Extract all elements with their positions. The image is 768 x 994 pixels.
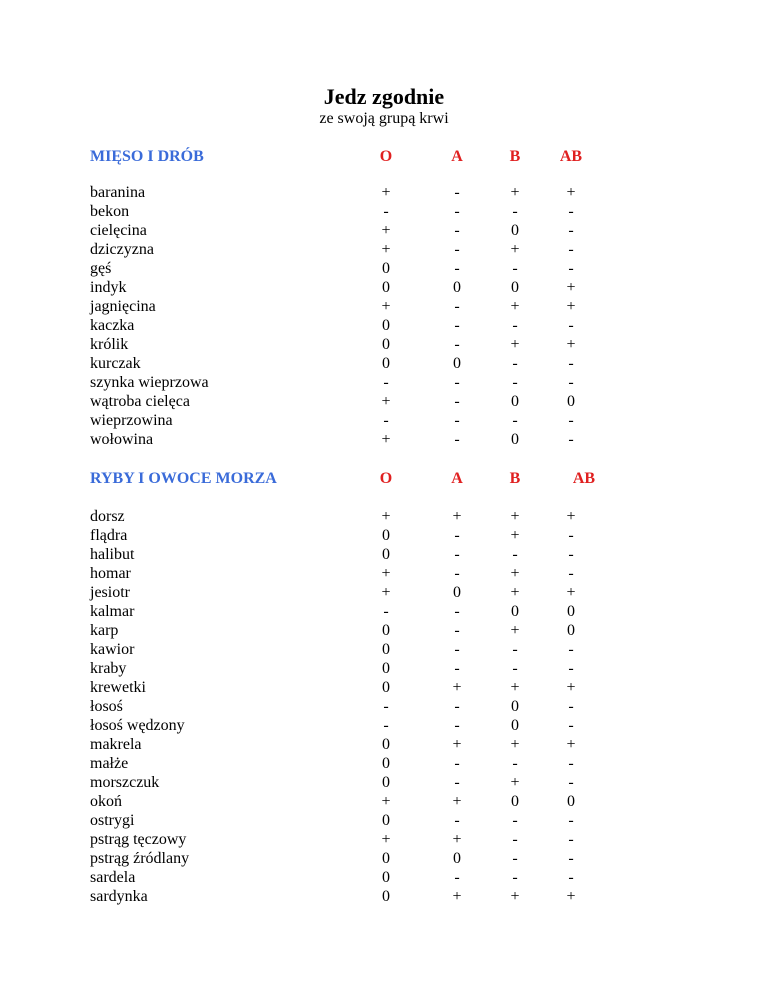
value-b: + bbox=[510, 508, 520, 525]
value-o: 0 bbox=[382, 755, 390, 772]
table-row bbox=[0, 849, 768, 868]
table-row bbox=[0, 392, 768, 411]
food-name: krewetki bbox=[90, 679, 146, 696]
food-name: kaczka bbox=[90, 317, 135, 334]
table-row bbox=[0, 545, 768, 564]
value-o: 0 bbox=[382, 260, 390, 277]
food-name: homar bbox=[90, 565, 131, 582]
value-o: 0 bbox=[382, 336, 390, 353]
food-name: dziczyzna bbox=[90, 241, 154, 258]
table-row bbox=[0, 716, 768, 735]
value-a: 0 bbox=[453, 279, 461, 296]
value-o: 0 bbox=[382, 660, 390, 677]
column-header-b: B bbox=[509, 470, 521, 487]
table-row bbox=[0, 240, 768, 259]
value-ab: 0 bbox=[567, 393, 575, 410]
table-row bbox=[0, 373, 768, 392]
value-b: - bbox=[512, 850, 518, 867]
value-b: 0 bbox=[511, 698, 519, 715]
value-o: 0 bbox=[382, 812, 390, 829]
value-ab: - bbox=[568, 546, 574, 563]
value-o: 0 bbox=[382, 679, 390, 696]
value-o: + bbox=[381, 393, 391, 410]
value-o: + bbox=[381, 565, 391, 582]
value-ab: - bbox=[568, 812, 574, 829]
value-o: 0 bbox=[382, 888, 390, 905]
value-ab: + bbox=[566, 508, 576, 525]
value-ab: + bbox=[566, 679, 576, 696]
value-b: - bbox=[512, 641, 518, 658]
value-o: 0 bbox=[382, 317, 390, 334]
value-ab: + bbox=[566, 888, 576, 905]
value-b: - bbox=[512, 869, 518, 886]
value-a: - bbox=[454, 717, 460, 734]
value-o: - bbox=[383, 603, 389, 620]
value-ab: - bbox=[568, 850, 574, 867]
value-b: - bbox=[512, 412, 518, 429]
value-b: - bbox=[512, 660, 518, 677]
value-a: - bbox=[454, 317, 460, 334]
value-a: - bbox=[454, 412, 460, 429]
value-a: - bbox=[454, 184, 460, 201]
value-a: + bbox=[452, 508, 462, 525]
page-subtitle: ze swoją grupą krwi bbox=[319, 110, 449, 127]
table-row bbox=[0, 202, 768, 221]
value-o: + bbox=[381, 222, 391, 239]
table-row bbox=[0, 297, 768, 316]
value-b: - bbox=[512, 260, 518, 277]
value-a: - bbox=[454, 298, 460, 315]
table-row bbox=[0, 830, 768, 849]
value-ab: - bbox=[568, 222, 574, 239]
food-name: flądra bbox=[90, 527, 128, 544]
value-ab: - bbox=[568, 869, 574, 886]
column-header-o: O bbox=[379, 148, 393, 165]
value-a: + bbox=[452, 736, 462, 753]
value-o: 0 bbox=[382, 641, 390, 658]
table-row bbox=[0, 887, 768, 906]
value-o: 0 bbox=[382, 527, 390, 544]
value-ab: - bbox=[568, 755, 574, 772]
food-name: kalmar bbox=[90, 603, 135, 620]
value-b: 0 bbox=[511, 279, 519, 296]
value-a: - bbox=[454, 869, 460, 886]
food-name: wieprzowina bbox=[90, 412, 173, 429]
value-a: - bbox=[454, 527, 460, 544]
table-row bbox=[0, 430, 768, 449]
value-ab: - bbox=[568, 565, 574, 582]
value-ab: 0 bbox=[567, 603, 575, 620]
food-name: sardynka bbox=[90, 888, 148, 905]
value-ab: + bbox=[566, 736, 576, 753]
value-a: - bbox=[454, 336, 460, 353]
value-a: - bbox=[454, 431, 460, 448]
value-b: + bbox=[510, 336, 520, 353]
value-b: - bbox=[512, 203, 518, 220]
value-b: + bbox=[510, 736, 520, 753]
section-title: MIĘSO I DRÓB bbox=[90, 148, 204, 165]
table-row bbox=[0, 659, 768, 678]
page-title: Jedz zgodnie bbox=[323, 84, 445, 109]
food-name: kurczak bbox=[90, 355, 141, 372]
food-name: cielęcina bbox=[90, 222, 147, 239]
value-ab: - bbox=[568, 527, 574, 544]
value-a: - bbox=[454, 260, 460, 277]
table-row bbox=[0, 507, 768, 526]
value-o: - bbox=[383, 717, 389, 734]
value-a: - bbox=[454, 622, 460, 639]
value-ab: - bbox=[568, 260, 574, 277]
table-row bbox=[0, 640, 768, 659]
value-a: - bbox=[454, 641, 460, 658]
value-ab: - bbox=[568, 412, 574, 429]
value-o: 0 bbox=[382, 279, 390, 296]
food-name: dorsz bbox=[90, 508, 125, 525]
value-o: + bbox=[381, 431, 391, 448]
section-title: RYBY I OWOCE MORZA bbox=[90, 470, 277, 487]
table-row bbox=[0, 221, 768, 240]
value-a: + bbox=[452, 831, 462, 848]
table-row bbox=[0, 697, 768, 716]
food-name: łosoś bbox=[90, 698, 123, 715]
value-a: - bbox=[454, 393, 460, 410]
food-name: wołowina bbox=[90, 431, 154, 448]
value-ab: + bbox=[566, 279, 576, 296]
value-b: - bbox=[512, 831, 518, 848]
food-name: kawior bbox=[90, 641, 135, 658]
value-b: + bbox=[510, 622, 520, 639]
value-o: 0 bbox=[382, 546, 390, 563]
value-b: + bbox=[510, 584, 520, 601]
food-name: makrela bbox=[90, 736, 142, 753]
value-o: + bbox=[381, 298, 391, 315]
food-name: jagnięcina bbox=[90, 298, 156, 315]
value-b: + bbox=[510, 298, 520, 315]
value-b: + bbox=[510, 679, 520, 696]
value-o: + bbox=[381, 184, 391, 201]
food-list bbox=[0, 507, 768, 906]
value-b: + bbox=[510, 774, 520, 791]
value-o: 0 bbox=[382, 850, 390, 867]
table-row bbox=[0, 354, 768, 373]
value-a: + bbox=[452, 679, 462, 696]
value-a: - bbox=[454, 660, 460, 677]
food-name: okoń bbox=[90, 793, 122, 810]
value-ab: - bbox=[568, 774, 574, 791]
value-a: - bbox=[454, 546, 460, 563]
table-row bbox=[0, 621, 768, 640]
table-row bbox=[0, 411, 768, 430]
value-a: 0 bbox=[453, 850, 461, 867]
value-b: - bbox=[512, 374, 518, 391]
value-a: - bbox=[454, 222, 460, 239]
column-header-b: B bbox=[509, 148, 521, 165]
value-a: - bbox=[454, 241, 460, 258]
value-ab: - bbox=[568, 317, 574, 334]
value-b: + bbox=[510, 184, 520, 201]
value-a: + bbox=[452, 888, 462, 905]
value-b: 0 bbox=[511, 793, 519, 810]
value-o: - bbox=[383, 698, 389, 715]
value-ab: - bbox=[568, 203, 574, 220]
column-header-ab: AB bbox=[559, 148, 583, 165]
column-header-ab: AB bbox=[572, 470, 596, 487]
table-row bbox=[0, 183, 768, 202]
value-ab: - bbox=[568, 698, 574, 715]
value-o: 0 bbox=[382, 736, 390, 753]
column-header-o: O bbox=[379, 470, 393, 487]
value-ab: 0 bbox=[567, 793, 575, 810]
table-row bbox=[0, 259, 768, 278]
food-name: szynka wieprzowa bbox=[90, 374, 209, 391]
value-b: 0 bbox=[511, 222, 519, 239]
value-b: - bbox=[512, 755, 518, 772]
value-a: - bbox=[454, 755, 460, 772]
value-o: 0 bbox=[382, 355, 390, 372]
value-b: 0 bbox=[511, 393, 519, 410]
value-a: - bbox=[454, 203, 460, 220]
value-ab: - bbox=[568, 374, 574, 391]
value-o: 0 bbox=[382, 869, 390, 886]
food-name: pstrąg tęczowy bbox=[90, 831, 187, 848]
table-row bbox=[0, 526, 768, 545]
value-b: - bbox=[512, 355, 518, 372]
value-o: + bbox=[381, 831, 391, 848]
value-b: 0 bbox=[511, 603, 519, 620]
value-a: - bbox=[454, 698, 460, 715]
food-name: małże bbox=[90, 755, 129, 772]
food-name: łosoś wędzony bbox=[90, 717, 185, 734]
value-a: - bbox=[454, 603, 460, 620]
food-name: karp bbox=[90, 622, 119, 639]
value-o: - bbox=[383, 203, 389, 220]
value-b: - bbox=[512, 546, 518, 563]
table-row bbox=[0, 583, 768, 602]
value-ab: + bbox=[566, 584, 576, 601]
value-o: 0 bbox=[382, 774, 390, 791]
table-row bbox=[0, 316, 768, 335]
value-ab: + bbox=[566, 184, 576, 201]
value-ab: + bbox=[566, 298, 576, 315]
food-name: baranina bbox=[90, 184, 146, 201]
value-a: 0 bbox=[453, 355, 461, 372]
food-name: halibut bbox=[90, 546, 135, 563]
value-b: 0 bbox=[511, 717, 519, 734]
value-a: - bbox=[454, 374, 460, 391]
value-ab: 0 bbox=[567, 622, 575, 639]
food-name: sardela bbox=[90, 869, 136, 886]
table-row bbox=[0, 735, 768, 754]
value-ab: - bbox=[568, 641, 574, 658]
value-o: + bbox=[381, 241, 391, 258]
column-header-a: A bbox=[451, 148, 463, 165]
value-ab: + bbox=[566, 336, 576, 353]
value-o: + bbox=[381, 584, 391, 601]
food-name: bekon bbox=[90, 203, 130, 220]
value-b: + bbox=[510, 527, 520, 544]
value-o: - bbox=[383, 412, 389, 429]
value-o: + bbox=[381, 508, 391, 525]
value-b: - bbox=[512, 812, 518, 829]
value-a: - bbox=[454, 774, 460, 791]
table-row bbox=[0, 868, 768, 887]
value-b: + bbox=[510, 241, 520, 258]
food-name: morszczuk bbox=[90, 774, 160, 791]
table-row bbox=[0, 773, 768, 792]
value-ab: - bbox=[568, 355, 574, 372]
value-ab: - bbox=[568, 717, 574, 734]
value-ab: - bbox=[568, 431, 574, 448]
table-row bbox=[0, 335, 768, 354]
food-name: jesiotr bbox=[90, 584, 130, 601]
column-header-a: A bbox=[451, 470, 463, 487]
value-a: + bbox=[452, 793, 462, 810]
value-b: 0 bbox=[511, 431, 519, 448]
value-a: - bbox=[454, 565, 460, 582]
table-row bbox=[0, 678, 768, 697]
table-row bbox=[0, 602, 768, 621]
value-b: + bbox=[510, 888, 520, 905]
food-name: wątroba cielęca bbox=[90, 393, 190, 410]
food-list bbox=[0, 183, 768, 449]
food-name: ostrygi bbox=[90, 812, 135, 829]
table-row bbox=[0, 278, 768, 297]
table-row bbox=[0, 792, 768, 811]
value-o: + bbox=[381, 793, 391, 810]
table-row bbox=[0, 754, 768, 773]
food-name: gęś bbox=[90, 260, 112, 277]
table-row bbox=[0, 564, 768, 583]
value-ab: - bbox=[568, 660, 574, 677]
value-b: + bbox=[510, 565, 520, 582]
value-a: 0 bbox=[453, 584, 461, 601]
value-b: - bbox=[512, 317, 518, 334]
table-row bbox=[0, 811, 768, 830]
food-name: królik bbox=[90, 336, 129, 353]
value-o: 0 bbox=[382, 622, 390, 639]
food-name: kraby bbox=[90, 660, 127, 677]
value-ab: - bbox=[568, 241, 574, 258]
food-name: pstrąg źródlany bbox=[90, 850, 190, 867]
value-a: - bbox=[454, 812, 460, 829]
value-o: - bbox=[383, 374, 389, 391]
value-ab: - bbox=[568, 831, 574, 848]
food-name: indyk bbox=[90, 279, 127, 296]
